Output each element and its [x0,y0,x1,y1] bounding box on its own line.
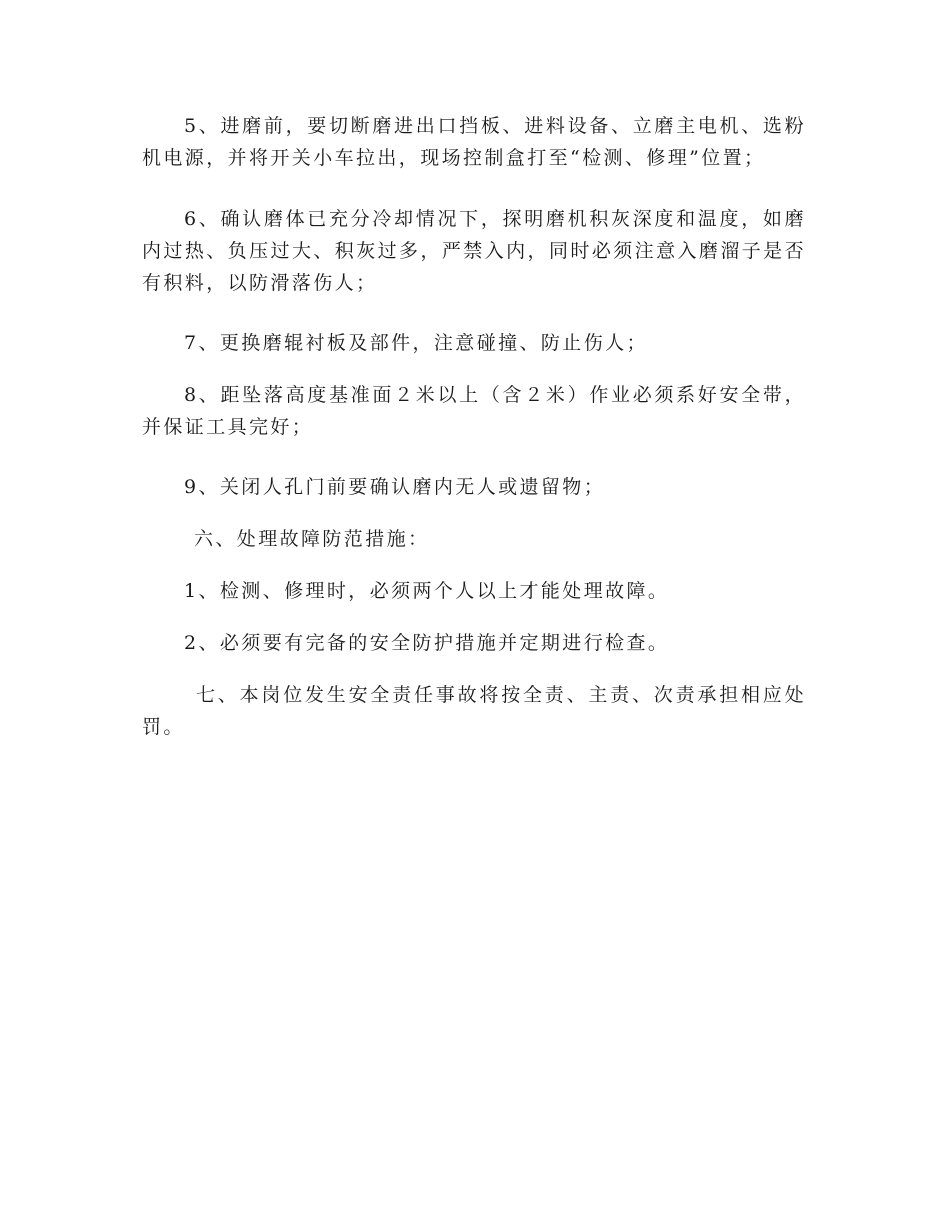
paragraph-item-8: 8、距坠落高度基准面２米以上（含２米）作业必须系好安全带，并保证工具完好； [142,384,806,438]
paragraph-item-7: 7、更换磨辊衬板及部件，注意碰撞、防止伤人； [184,332,648,354]
paragraph-item-9: 9、关闭人孔门前要确认磨内无人或遗留物； [184,476,606,498]
section-heading-6: 六、处理故障防范措施： [194,528,430,550]
paragraph-fault-1: 1、检测、修理时，必须两个人以上才能处理故障。 [184,580,670,602]
paragraph-item-6: 6、确认磨体已充分冷却情况下，探明磨机积灰深度和温度，如磨内过热、负压过大、积灰过多，严禁入内，同时必须注意入磨溜子是否有积料，以防滑落伤人； [142,208,806,294]
paragraph-fault-2: 2、必须要有完备的安全防护措施并定期进行检查。 [184,632,670,654]
paragraph-item-5: 5、进磨前，要切断磨进出口挡板、进料设备、立磨主电机、选粉机电源，并将开关小车拉出，现场控制盒打至“检测、修理”位置； [142,115,806,169]
section-heading-7: 七、本岗位发生安全责任事故将按全责、主责、次责承担相应处罚。 [142,684,806,738]
